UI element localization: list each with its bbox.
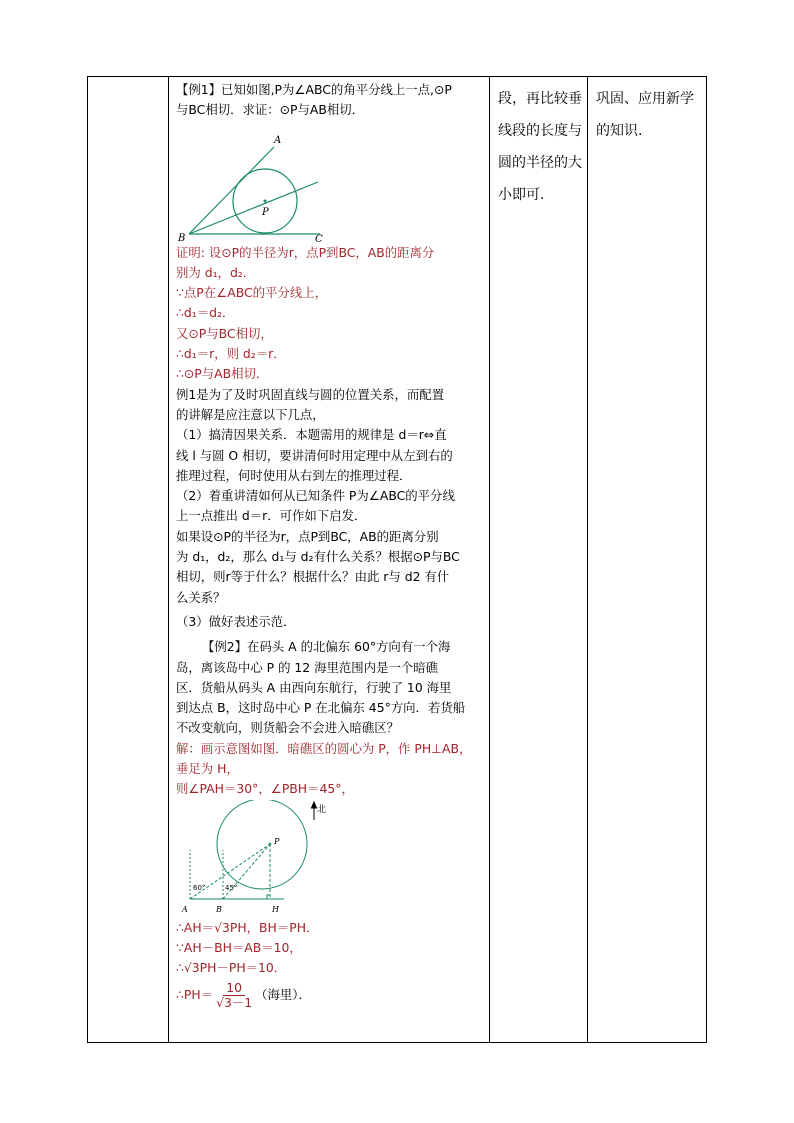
proof-line: ∴d₁＝r，则 d₂＝r． [176,346,286,362]
note-line: （2）着重讲清如何从已知条件 P为∠ABC的平分线 [176,488,455,504]
note-line: （1）搞清因果关系．本题需用的规律是 d＝r⇔直 [176,427,447,443]
fraction-denominator: √3－1 [216,994,253,1010]
label-b: B [178,232,186,243]
method-cell [490,77,587,211]
equations [176,918,483,979]
proof-line: ∵点P在∠ABC的平分线上， [176,285,327,301]
note-line: 如果设⊙P的半径为r，点P到BC，AB的距离分别 [176,528,439,544]
center-point-p [264,199,267,202]
note-line: 为 d₁，d₂，那么 d₁与 d₂有什么关系？根据⊙P与BC [176,549,460,565]
purpose-line: 巩固、应用新学 [596,91,694,107]
final-unit: （海里）． [255,986,311,1002]
proof-line: 别为 d₁，d₂． [176,264,256,280]
proof-1 [176,243,483,385]
example2-line: 区．货船从码头 A 由西向东航行，行驶了 10 海里 [176,679,452,695]
equation-line: ∵AH－BH＝AB＝10， [176,939,302,955]
teaching-notes [176,385,483,633]
label-p: P [262,206,269,218]
label-h2: H [272,904,279,914]
solution-2 [176,739,483,800]
main-content-cell [169,77,489,1010]
note-line: （3）做好表述示范． [176,613,296,629]
label-a: A [274,134,282,146]
column-divider [587,77,588,1042]
north-arrow-icon [312,802,317,820]
proof-line: ∴⊙P与AB相切． [176,366,269,382]
method-line: 小即可. [498,187,545,203]
proof-line: ∴d₁＝d₂． [176,305,235,321]
note-line: 线 l 与圆 O 相切，要讲清何时用定理中从左到右的 [176,447,453,463]
bisector-line [189,182,318,234]
example1-line1: 【例1】已知如图,P为∠ABC的角平分线上一点,⊙P [176,82,452,97]
final-answer [176,981,483,1010]
proof-line: 又⊙P与BC相切， [176,325,273,341]
north-label: 北 [317,804,327,815]
label-p2: P [274,836,280,846]
note-line: 么关系？ [176,589,226,605]
equation-line: ∴√3PH－PH＝10． [176,960,287,976]
figure-reef-map [176,800,336,918]
example2-line: 【例2】在码头 A 的北偏东 60°方向有一个海 [202,639,451,655]
equation-line: ∴AH＝√3PH，BH＝PH． [176,919,319,935]
note-line: 相切，则r等于什么？根据什么？由此 r与 d2 有什 [176,569,450,585]
figure-angle-bisector [176,121,326,243]
purpose-cell [588,77,706,147]
note-line: 例1是为了及时巩固直线与圆的位置关系，而配置 [176,386,445,402]
purpose-line: 的知识. [596,123,643,139]
column-divider [489,77,490,1042]
ray-ba [189,147,274,234]
example2-line: 到达点 B，这时岛中心 P 在北偏东 45°方向．若货船 [176,700,466,716]
reef-circle [217,800,307,889]
label-b2: B [216,904,222,914]
label-c: C [315,233,323,243]
center-point-p2 [269,842,272,845]
label-a2: A [182,904,188,914]
note-line: 上一点推出 d＝r．可作如下启发． [176,508,367,524]
example-2 [176,637,483,738]
solution-line: 垂足为 H， [176,761,239,777]
note-line: 的讲解是应注意以下几点， [176,406,325,422]
method-line: 段，再比较垂 [498,91,582,107]
fraction [216,981,252,1010]
note-line: 推理过程，何时使用从右到左的推理过程． [176,467,412,483]
lesson-table [87,76,707,1043]
method-line: 线段的长度与 [498,123,582,139]
solution-line: 则∠PAH＝30°，∠PBH＝45°， [176,781,354,797]
method-line: 圆的半径的大 [498,155,582,171]
solution-line: 解：画示意图如图．暗礁区的圆心为 P，作 PH⊥AB， [176,740,472,756]
fraction-numerator: 10 [223,981,245,996]
example1-line2: 与BC相切．求证：⊙P与AB相切． [176,102,365,118]
example2-line: 岛，离该岛中心 P 的 12 海里范围内是一个暗礁 [176,659,439,675]
angle-45-label: 45° [225,883,238,892]
angle-60-label: 60° [193,883,206,892]
example2-line: 不改变航向，则货船会不会进入暗礁区？ [176,720,400,736]
proof-line: 证明: 设⊙P的半径为r，点P到BC，AB的距离分 [176,244,435,260]
final-prefix: ∴PH＝ [176,986,214,1002]
